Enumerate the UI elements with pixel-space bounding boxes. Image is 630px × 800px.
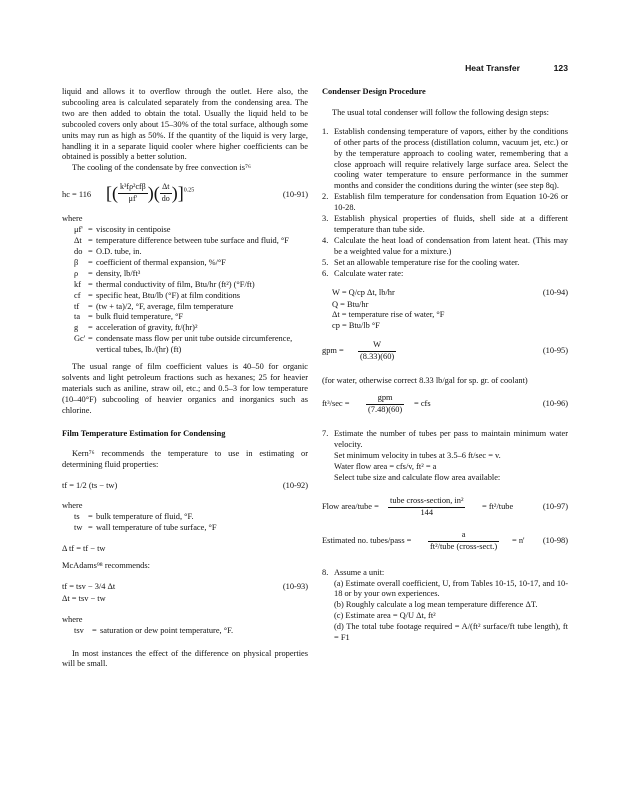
design-steps bbox=[322, 127, 568, 280]
list-item: 4. Calculate the heat load of condensation from latent heat. (This may be a weighted value for a mixture.) bbox=[322, 235, 568, 256]
variable-definitions bbox=[74, 225, 308, 356]
left-column bbox=[62, 87, 308, 670]
sub-step: (d) The total tube footage required = A/(ft² surface/ft tube length), ft = F1 bbox=[334, 622, 568, 643]
equation-10-91 bbox=[62, 182, 308, 210]
equation-number: (10-92) bbox=[282, 481, 308, 491]
paragraph: liquid and allows it to overflow through the outlet. Here also, the subcooling area is calculated separately from the condensing area. The two are then added to obtain the total. Usually the liquid held to be subcooled covers only about 15–30% of the total surface, although some units may run as high as 50%. If the quantity of the liquid is very large, handling it in a separate liquid cooler where higher coefficients can be obtained is possibly a better solution. bbox=[62, 87, 308, 162]
equation-10-95: gpm = $\frac{W}{(8.33)(60)}$ (10-95) bbox=[322, 340, 568, 362]
sub-step: (c) Estimate area = Q/U Δt, ft² bbox=[334, 611, 436, 621]
equation-body: tf = tsv − 3/4 Δt bbox=[62, 581, 116, 591]
sub-step: (a) Estimate overall coefficient, U, from Tables 10-15, 10-17, and 10-18 or by your own experiences. bbox=[334, 578, 568, 599]
equation-delta: Δ tf = tf − tw bbox=[62, 544, 106, 553]
where-label: where bbox=[62, 614, 83, 624]
definition: g = acceleration of gravity, ft/(hr)² bbox=[74, 323, 198, 333]
list-item: 8. Assume a unit: bbox=[322, 567, 385, 577]
definition: Δt = temperature difference between tube surface and fluid, °F bbox=[74, 236, 289, 246]
definition: do = O.D. tube, in. bbox=[74, 246, 142, 256]
equation-number: (10-95) bbox=[542, 346, 568, 356]
definition: β = coefficient of thermal expansion, %/°F bbox=[74, 257, 226, 267]
list-item: 2. Establish film temperature for condensation from Equation 10-26 or 10-28. bbox=[322, 192, 568, 213]
list-item: 6. Calculate water rate: bbox=[322, 268, 404, 278]
list-item: 1. Establish condensing temperature of vapors, either by the conditions of other parts of the process (distillation column, vacuum jet, etc.) or by the temperature approach to cooling water, remembering that a close approach will require relatively large surface area. Select the cooling water temperature to ensure performance in the summer months and consider the conditions during the winter (see step 8q). bbox=[322, 126, 568, 191]
page-number: 123 bbox=[553, 63, 568, 73]
definition: ts = bulk temperature of fluid, °F. bbox=[74, 512, 194, 522]
equation-variables: Q = Btu/hr Δt = temperature rise of water, °F cp = Btu/lb °F bbox=[332, 299, 445, 331]
equation-10-98: Estimated no. tubes/pass = a ft²/tube (cross-sect.) = n' (10-98) bbox=[322, 529, 568, 551]
paragraph: In most instances the effect of the difference on physical properties will be small. bbox=[62, 648, 308, 669]
definition: tw = wall temperature of tube surface, °F bbox=[74, 523, 217, 533]
equation-10-96: ft³/sec = gpm (7.48)(60) = cfs (10-96) bbox=[322, 393, 568, 415]
note: (for water, otherwise correct 8.33 lb/gal for sp. gr. of coolant) bbox=[322, 376, 528, 386]
equation-number: (10-93) bbox=[282, 581, 308, 591]
equation-10-93 bbox=[62, 582, 308, 594]
list-item: 7. Estimate the number of tubes per pass to maintain minimum water velocity. bbox=[322, 429, 568, 450]
where-label: where bbox=[62, 501, 83, 511]
definition: Gc' = condensate mass flow per unit tube outside circumference, vertical tubes, lb./(hr) (ft) bbox=[74, 334, 293, 355]
paragraph: The cooling of the condensate by free convection is⁷⁶ bbox=[72, 163, 251, 173]
equation-number: (10-98) bbox=[542, 535, 568, 545]
definition: cf = specific heat, Btu/lb (°F) at film conditions bbox=[74, 290, 241, 300]
equation-body: [( $\frac{\text{k³fρ²cfβ}}{\mu f'}$ )( $\frac{\Delta t}{do}$ )]$^{0.25}$ bbox=[106, 182, 195, 204]
definition: tf = (tw + ta)/2, °F, average, film temperature bbox=[74, 301, 234, 311]
equation-body: tf = 1/2 (ts − tw) bbox=[62, 481, 118, 491]
equation-number: (10-91) bbox=[282, 190, 308, 200]
sub-step: (b) Roughly calculate a log mean temperature difference ΔT. bbox=[334, 600, 538, 610]
sub-steps bbox=[334, 579, 568, 644]
paragraph: Kern⁷⁶ recommends the temperature to use in estimating or determining fluid properties: bbox=[62, 449, 308, 470]
equation-number: (10-96) bbox=[542, 399, 568, 409]
equation-10-94 bbox=[332, 288, 568, 300]
running-title: Heat Transfer bbox=[465, 63, 520, 73]
list-item: 5. Set an allowable temperature rise for the cooling water. bbox=[322, 257, 520, 267]
equation-lhs: hc = 116 bbox=[62, 190, 92, 200]
equation-body: W = Q/cp Δt, lb/hr bbox=[332, 287, 395, 297]
equation-body: Δt = tsv − tw bbox=[62, 593, 106, 603]
page-header bbox=[0, 63, 630, 75]
section-heading: Film Temperature Estimation for Condensing bbox=[62, 428, 226, 438]
definition: kf = thermal conductivity of film, Btu/hr (ft²) (°F/ft) bbox=[74, 279, 255, 289]
step-details: Set minimum velocity in tubes at 3.5–6 ft/sec = v. Water flow area = cfs/v, ft² = a Select tube size and calculate flow area available: bbox=[334, 450, 501, 482]
right-column bbox=[322, 87, 568, 644]
variable-definitions bbox=[74, 626, 308, 637]
equation-10-97: Flow area/tube = tube cross-section, in² 144 = ft²/tube (10-97) bbox=[322, 495, 568, 517]
definition: ta = bulk fluid temperature, °F bbox=[74, 312, 184, 322]
equation-10-92 bbox=[62, 481, 308, 493]
paragraph: McAdams⁹⁸ recommends: bbox=[62, 560, 150, 570]
where-label: where bbox=[62, 214, 83, 224]
definition: tsv = saturation or dew point temperature, °F. bbox=[74, 625, 234, 635]
variable-definitions bbox=[74, 512, 308, 534]
equation-number: (10-97) bbox=[542, 501, 568, 511]
equation-number: (10-94) bbox=[542, 287, 568, 297]
paragraph: The usual total condenser will follow the following design steps: bbox=[332, 107, 550, 117]
definition: ρ = density, lb/ft³ bbox=[74, 268, 141, 278]
section-heading: Condenser Design Procedure bbox=[322, 87, 426, 96]
list-item: 3. Establish physical properties of fluids, shell side at a different temperature than tube side. bbox=[322, 214, 568, 234]
definition: μf' = viscosity in centipoise bbox=[74, 225, 171, 235]
paragraph: The usual range of film coefficient values is 40–50 for organic solvents and light petroleum fractions such as hexanes; 25 for heavier materials such as aniline, straw oil, etc.; and 0.5–3 for low temperature (10–40°F) subcooling of heavier organics and inorganics such as chlorine. bbox=[62, 362, 308, 415]
